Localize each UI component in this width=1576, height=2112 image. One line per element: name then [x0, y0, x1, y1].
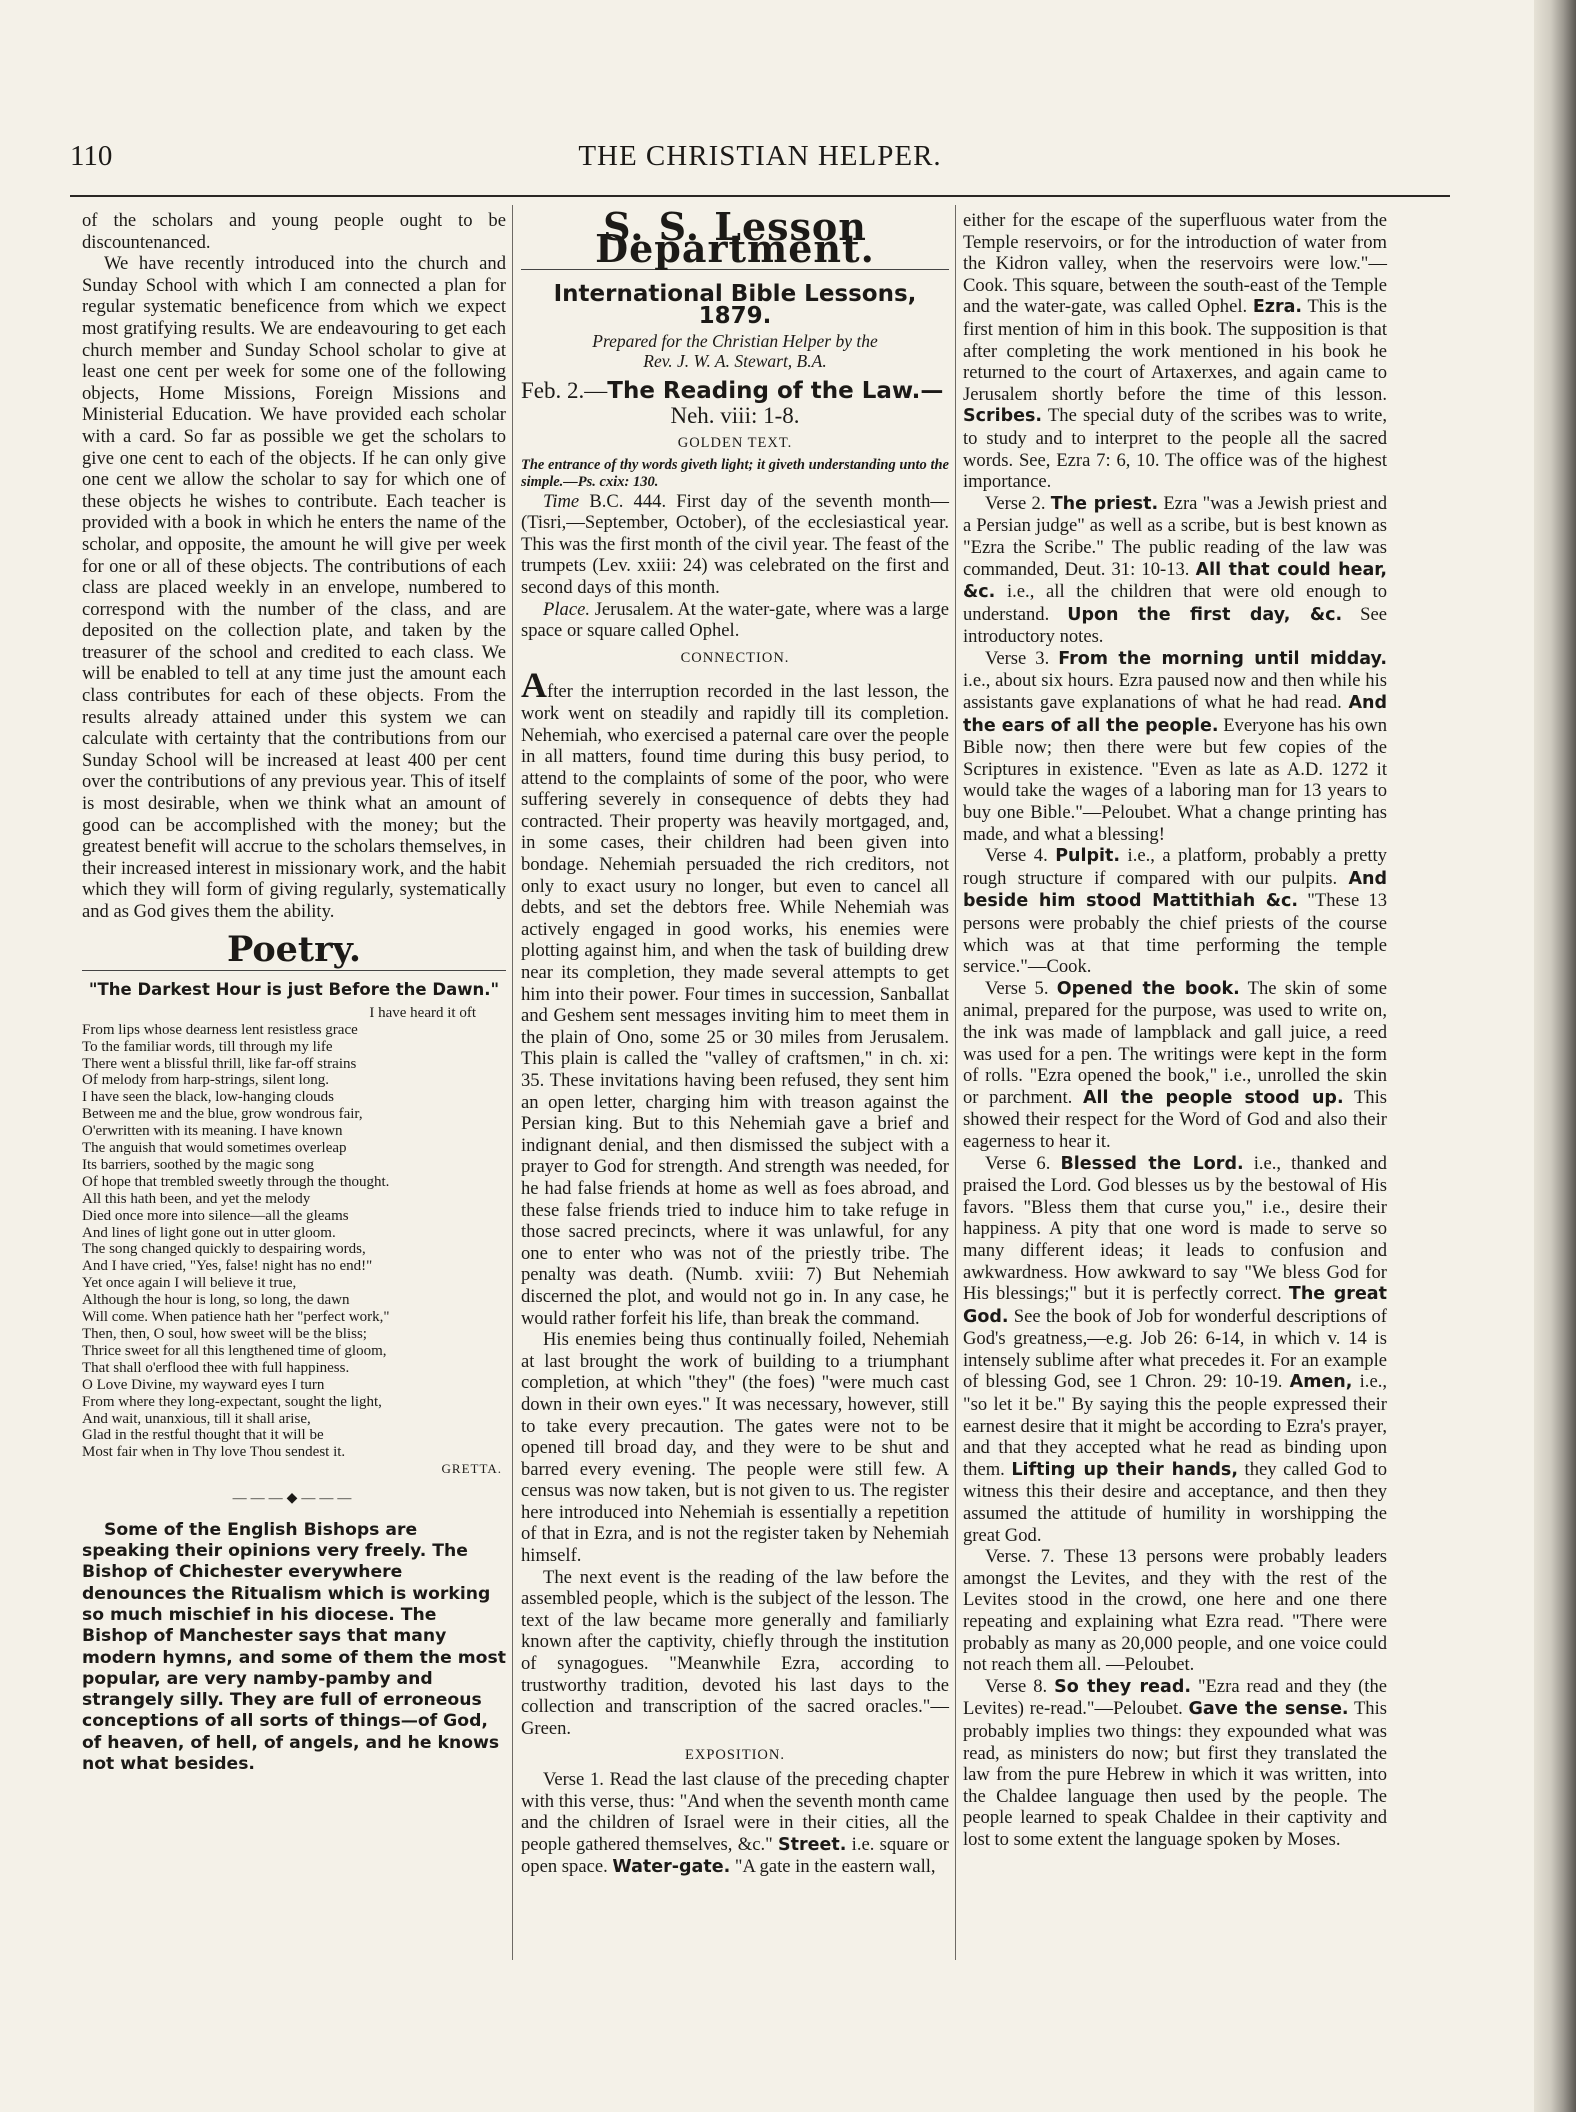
connection-text: fter the interruption recorded in the last lesson, the work went on steadily and rapidly till its completion. Nehemiah, who exercised a paternal care over the people in all matters, found time during this busy period, to attend to the complaints of some of the poor, who were suffering severely in consequence of debts they had contracted. Their property was heavily mortgaged, and, in some cases, their children had been given into bondage. Nehemiah persuaded the rich creditors, not only to exact usury no longer, but even to cancel all debts, and set the debtors free. While Nehemiah was actively engaged in good works, his enemies were plotting against him, and when the task of building drew near its completion, they made several attempts to get him into their power. Four times in succession, Sanballat and Geshem sent messages inviting him to meet them in the plain of Ono, some 25 or 30 miles from Jerusalem. This plain is called the "valley of craftsmen," in ch. xi: 35. These invitations having been refused, they sent him an open letter, charging him with treason against the Persian king. But to this Nehemiah gave a brief and indignant denial, and then dismissed the subject with a prayer to God for strength. And strength was needed, for he had false friends at home as well as foes abroad, and these false friends tried to induce him to take refuge in those sacred precincts, where it was unlawful, for any one to enter who was not of the priestly tribe. The penalty was death. (Numb. xviii: 7) But Nehemiah discerned the plot, and would not go in. In any case, he would rather forfeit his life, than break the command. [521, 681, 949, 1329]
poem-line: And I have cried, "Yes, false! night has no end!" [82, 1258, 373, 1275]
keyword: So they read. [1054, 1676, 1192, 1697]
verse-paragraph [963, 648, 1387, 845]
keyword: Blessed the Lord. [1060, 1153, 1244, 1174]
verse-text: i.e., thanked and praised the Lord. God blesses us by the bestowal of His favors. "Bless them that curse you," i.e., desire their happiness. A pity that one word is made to serve so many different ideas; it leads to confusion and awkwardness. How awkward to say "We bless God for His blessings;" but it is perfectly correct. [963, 1152, 1387, 1305]
poem-line: Of hope that trembled sweetly through the thought. [82, 1173, 390, 1190]
connection-paragraph [521, 665, 949, 1329]
keyword: The great God. [963, 1284, 1387, 1327]
verse-paragraph [963, 978, 1387, 1153]
poem-line: That shall o'erflood thee with full happiness. [82, 1359, 350, 1376]
poem-signature: GRETTA. [441, 1461, 502, 1477]
keyword: All that could hear, &c. [963, 559, 1387, 603]
keyword: Gave the sense. [1188, 1699, 1349, 1720]
place-text: Jerusalem. At the water-gate, where was a large space or square called Ophel. [521, 598, 949, 642]
lesson-reference: Neh. viii: 1-8. [670, 403, 800, 429]
prepared-by [521, 331, 949, 371]
column-divider [955, 205, 956, 1960]
keyword: Ezra. [1252, 297, 1303, 318]
poem-line: The song changed quickly to despairing words, [82, 1241, 366, 1258]
keyword: And the ears of all the people. [963, 693, 1387, 736]
place-label: Place. [543, 598, 590, 620]
poem-line: O'erwritten with its meaning. I have known [82, 1123, 343, 1140]
keyword: And beside him stood Mattithiah &c. [963, 868, 1387, 912]
verse-text: See the book of Job for wonderful descriptions of God's greatness,—e.g. Job 26: 6-14, in which v. 14 is intensely sublime after what precedes it. For an example of blessing God, see 1 Chron. 29: 10-19. [963, 1305, 1387, 1393]
keyword: Amen, [1289, 1372, 1353, 1393]
lesson-title [521, 377, 949, 405]
running-title: THE CHRISTIAN HELPER. [578, 140, 942, 172]
keyword: All the people stood up. [1083, 1087, 1344, 1108]
poem-title: "The Darkest Hour is just Before the Dawn." [82, 970, 506, 1001]
poem-line: From where they long-expectant, sought the light, [82, 1393, 382, 1410]
column-divider [512, 205, 513, 1960]
verse-number: Verse 8. [985, 1675, 1048, 1697]
verse-text: "These 13 persons were probably the chief priests of the course which was at that time performing the temple service."—Cook. [963, 890, 1388, 978]
poem [82, 1005, 506, 1478]
verse-text: they called God to witness this their desire and acceptance, and then they assumed the attitude of humility in worshipping the great God. [963, 1458, 1387, 1546]
poem-line: And lines of light gone out in utter gloom. [82, 1224, 336, 1241]
keyword: Upon the first day, &c. [1067, 604, 1343, 625]
verse-text: Ezra "was a Jewish priest and a Persian judge" as well as a scribe, but is best known as "Ezra the Scribe." The public reading of the law was commanded, Deut. 31: 10-13. [963, 492, 1388, 580]
lesson-date: Feb. 2.— [521, 378, 608, 404]
prepared-by-line: Rev. J. W. A. Stewart, B.A. [643, 351, 827, 372]
poem-line: Yet once again I will believe it true, [82, 1275, 297, 1292]
poem-line: And wait, unanxious, till it shall arise, [82, 1410, 311, 1427]
verse-number: Verse 5. [985, 977, 1049, 999]
poem-line: Died once more into silence—all the gleams [82, 1207, 349, 1224]
verse-paragraph [963, 1153, 1387, 1547]
poem-line: Between me and the blue, grow wondrous fair, [82, 1106, 363, 1123]
poem-line: I have seen the black, low-hanging clouds [82, 1089, 335, 1106]
verse-number: Verse 2. [985, 492, 1046, 514]
keyword: Scribes. [963, 406, 1043, 427]
verse-number: Verse 4. [985, 845, 1048, 867]
paragraph: of the scholars and young people ought to be discountenanced. [82, 210, 506, 253]
verse-text: i.e., "so let it be." By saying this the people expressed their earnest desire that it might be according to Ezra's prayer, and that they accepted what he read as binding upon them. [963, 1371, 1387, 1480]
golden-text: The entrance of thy words giveth light; it giveth understanding unto the simple.—Ps. cxix: 130. [521, 456, 949, 490]
verse-number: Verse 3. [985, 647, 1050, 669]
golden-text-heading: GOLDEN TEXT. [677, 434, 793, 451]
keyword: From the morning until midday. [1058, 648, 1387, 669]
verse-text: i.e. square or open space. [521, 1833, 949, 1878]
place-paragraph [521, 599, 949, 642]
poem-line: Its barriers, soothed by the magic song [82, 1156, 315, 1173]
verse-text: "Ezra read and they (the Levites) re-read."—Peloubet. [963, 1675, 1388, 1720]
verse-text: This showed their respect for the Word of God and also their eagerness to hear it. [963, 1086, 1388, 1152]
keyword: Opened the book. [1056, 978, 1240, 999]
verse-paragraph [963, 845, 1387, 978]
verse-text: This probably implies two things: they expounded what was read, as ministers do now; but first they translated the law from the pure Hebrew in which it was written, into the Chaldee language then used by the people. The people learned to speak Chaldee in their captivity and lost to some extent the language spoken by Moses. [963, 1698, 1388, 1850]
poem-line: Then, then, O soul, how sweet will be the bliss; [82, 1326, 367, 1342]
column-middle [521, 204, 949, 1879]
verse-paragraph: Verse. 7. These 13 persons were probably leaders amongst the Levites, and they with the rest of the Levites stood in the crowd, one here and one there repeating and explaining what Ezra read. "There were probably as many as 20,000 people, and one voice could not reach them all. —Peloubet. [963, 1546, 1387, 1676]
lesson-title-text: The Reading of the Law.— [607, 378, 944, 405]
poem-line: Most fair when in Thy love Thou sendest it. [82, 1444, 346, 1461]
verse-text: i.e., a platform, probably a pretty rough structure if compared with our pulpits. [963, 845, 1387, 889]
prepared-by-line: Prepared for the Christian Helper by the [592, 331, 878, 352]
paragraph: We have recently introduced into the church and Sunday School with which I am connected a plan for regular systematic beneficence from which we expect most gratifying results. We are endeavouring to get each church member and Sunday School scholar to give at least one cent per week for some one of the following objects, Home Missions, Foreign Missions and Ministerial Education. We have provided each scholar with a card. So far as possible we get the scholars to give one cent to each of the objects. If he can only give one cent we allow the scholar to say for which one of these objects he wishes to contribute. Each teacher is provided with a book in which he enters the name of the scholar, and opposite, the amount he will give per week for one or all of these objects. The contributions of each class are placed weekly in an envelope, numbered to correspond with the number of the class, and are deposited on the collection plate, and taken by the treasurer of the school and credited to each class. We will be enabled to tell at any time just the amount each class contributes for each of these objects. From the results already attained under this system we can calculate with certainty that the contributions from our Sunday School will be increased at least 400 per cent over the contributions of any previous year. This of itself is most desirable, when we think what an amount of good can be accomplished with the money; but the greatest benefit will accrue to the scholars themselves, in their increased interest in missionary work, and the habit which they will form of giving regularly, systematically and as God gives them the ability. [82, 253, 506, 922]
header-rule [70, 195, 1450, 197]
verse-text: See introductory notes. [963, 603, 1387, 648]
exposition-heading: EXPOSITION. [684, 1747, 785, 1764]
page-edge-shadow [1534, 0, 1576, 2112]
verse-paragraph [521, 1769, 949, 1879]
verse-paragraph [963, 493, 1387, 648]
verse-paragraph [963, 1676, 1387, 1851]
poem-line: Glad in the restful thought that it will be [82, 1427, 324, 1444]
verse-number: Verse 6. [985, 1152, 1051, 1174]
keyword: Water-gate. [612, 1857, 731, 1878]
time-label: Time [543, 490, 580, 512]
verse-text: "A gate in the eastern wall, [734, 1856, 936, 1878]
verse-text: Verse 1. Read the last clause of the preceding chapter with this verse, thus: "And when the seventh month came and the children of Israel were in their cities, all the people gathered themselves, &c." [521, 1769, 949, 1855]
column-right [963, 210, 1387, 1851]
connection-heading: CONNECTION. [680, 649, 790, 666]
time-paragraph [521, 491, 949, 599]
verse-text: i.e., all the children that were old enough to understand. [963, 581, 1387, 625]
verse-text: Everyone has his own Bible now; then there were but few copies of the Scriptures in existence. "Even as late as A.D. 1272 it would take the wages of a laboring man for 13 years to buy one Bible."—Peloubet. What a change printing has made, and what a blessing! [963, 714, 1387, 845]
verse-text: This is the first mention of him in this book. The supposition is that after completing the work mentioned in his book he returned to the court of Artaxerxes, and again came to Jerusalem shortly before the time of this lesson. [963, 296, 1387, 405]
verse-paragraph [963, 210, 1387, 493]
column-left [82, 210, 506, 1775]
keyword: Lifting up their hands, [1011, 1459, 1238, 1480]
verse-text: either for the escape of the superfluous water from the Temple reservoirs, or for the introduction of water from the Kidron valley, when the reservoirs were low."—Cook. This square, between the south-east of the Temple and the water-gate, was called Ophel. [963, 210, 1387, 318]
keyword: Pulpit. [1055, 846, 1121, 867]
poem-line: To the familiar words, till through my life [82, 1038, 333, 1055]
verse-text: i.e., about six hours. Ezra paused now and then while his assistants gave explanations of what he had read. [963, 670, 1387, 714]
keyword: The priest. [1050, 493, 1159, 514]
bishops-note: Some of the English Bishops are speaking their opinions very freely. The Bishop of Chichester everywhere denounces the Ritualism which is working so much mischief in his diocese. The Bishop of Manchester says that many modern hymns, and some of them the most popular, are very namby-pamby and strangely silly. They are full of erroneous conceptions of all sorts of things—of God, of heaven, of hell, of angels, and he knows not what besides. [82, 1519, 506, 1775]
page-number: 110 [70, 140, 113, 172]
connection-paragraph: The next event is the reading of the law before the assembled people, which is the subject of the lesson. The text of the law became more generally and familiarly known after the captivity, chiefly through the institution of synagogues. "Meanwhile Ezra, according to trustworthy tradition, devoted his last days to the collection and transcription of the sacred oracles."—Green. [521, 1566, 949, 1739]
time-text: B.C. 444. First day of the seventh month—(Tisri,—September, October), of the ecclesiastical year. This was the first month of the civil year. The feast of the trumpets (Lev. xxiii: 24) was celebrated on the first and second days of this month. [521, 490, 949, 598]
poem-line: O Love Divine, my wayward eyes I turn [82, 1376, 325, 1393]
poem-line: From lips whose dearness lent resistless grace [82, 1021, 358, 1038]
poem-line: Although the hour is long, so long, the dawn [82, 1292, 350, 1309]
drop-cap: A [521, 665, 547, 706]
poem-line: The anguish that would sometimes overleap [82, 1140, 347, 1157]
page-header [70, 140, 1450, 180]
poem-line: Will come. When patience hath her "perfect work," [82, 1309, 390, 1326]
department-heading: S. S. Lesson Department. [521, 210, 949, 270]
poem-line: I have heard it oft [369, 1004, 476, 1021]
connection-paragraph: His enemies being thus continually foiled, Nehemiah at last brought the work of building to a triumphant completion, at which "they" (the foes) "were much cast down in their own eyes." It was necessary, however, still to take every precaution. The gates were not to be opened till broad day, and they were to be shut and barred every evening. The people were still few. A census was now taken, but is not given to us. The register here introduced into Nehemiah is essentially a repetition of that in Ezra, and is not the register taken by Nehemiah himself. [521, 1329, 949, 1567]
poem-line: Of melody from harp-strings, silent long. [82, 1072, 330, 1089]
poem-line: Thrice sweet for all this lengthened time of gloom, [82, 1342, 387, 1359]
poetry-heading: Poetry. [226, 928, 362, 970]
ornament-divider: ———◆——— [232, 1491, 356, 1507]
poem-line: There went a blissful thrill, like far-off strains [82, 1055, 357, 1072]
keyword: Street. [778, 1834, 847, 1855]
poem-line: All this hath been, and yet the melody [82, 1190, 311, 1207]
lesson-series-heading: International Bible Lessons, 1879. [553, 281, 917, 329]
verse-text: The special duty of the scribes was to write, to study and to interpret to the people all the sacred words. See, Ezra 7: 6, 10. The office was of the highest importance. [963, 405, 1388, 493]
verse-text: The skin of some animal, prepared for the purpose, was used to write on, the ink was made of lampblack and gall juice, a reed was used for a pen. The writings were kept in the form of rolls. "Ezra opened the book," i.e., unrolled the skin or parchment. [963, 977, 1387, 1108]
